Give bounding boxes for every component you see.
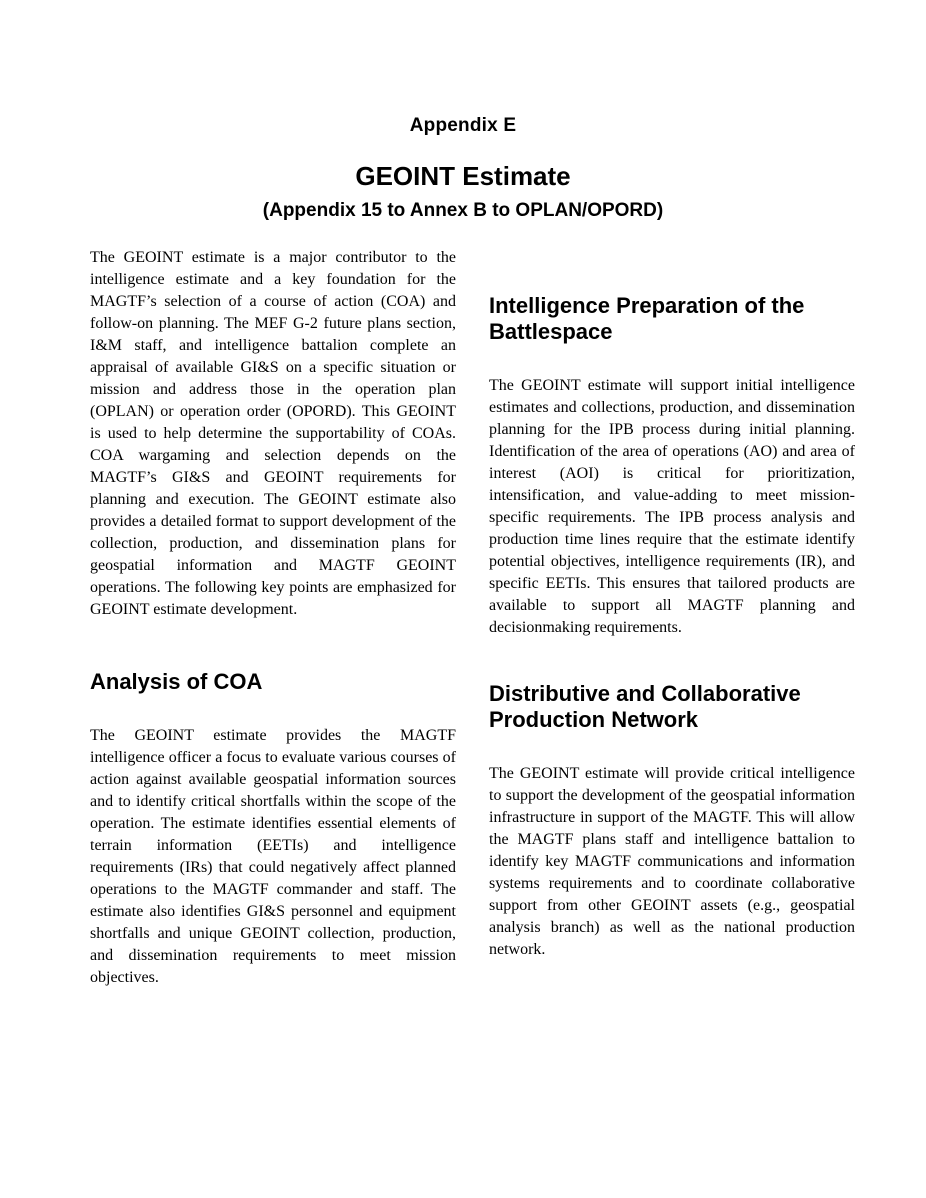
section-heading-ipb: Intelligence Preparation of the Battlespace — [489, 293, 805, 344]
section-heading-analysis-of-coa: Analysis of COA — [90, 669, 263, 694]
section-heading-distributive-production: Distributive and Collaborative Production Network — [489, 681, 801, 732]
ipb-paragraph: The GEOINT estimate will support initial intelligence estimates and collections, production, and dissemination planning for the IPB process during initial planning. Identification of the area of operations (AO) and area of interest (AOI) is critical for prioritization, intensification, and value-adding to meet mission-specific requirements. The IPB process analysis and production time lines require that the estimate identify potential objectives, intelligence requirements (IR), and specific EETIs. This ensures that tailored products are available to support all MAGTF planning and decisionmaking requirements. — [489, 377, 855, 636]
distributive-production-paragraph: The GEOINT estimate will provide critical intelligence to support the development of the geospatial information infrastructure in support of the MAGTF. This will allow the MAGTF plans staff and intelligence battalion to identify key MAGTF communications and information systems requirements and to coordinate collaborative support from other GEOINT assets (e.g., geospatial analysis branch) as well as the national production network. — [489, 765, 855, 958]
right-column — [489, 247, 855, 961]
document-title: GEOINT Estimate — [355, 161, 571, 191]
analysis-of-coa-paragraph: The GEOINT estimate provides the MAGTF intelligence officer a focus to evaluate various courses of action against available geospatial information sources and to identify critical shortfalls within the scope of the operation. The estimate identifies essential elements of terrain information (EETIs) and intelligence requirements (IRs) that could negatively affect planned operations to the MAGTF commander and staff. The estimate also identifies GI&S personnel and equipment shortfalls and unique GEOINT collection, production, and dissemination requirements to meet mission objectives. — [90, 727, 456, 986]
document-subtitle: (Appendix 15 to Annex B to OPLAN/OPORD) — [262, 200, 664, 221]
appendix-label: Appendix E — [409, 115, 517, 136]
left-column — [90, 247, 456, 989]
intro-paragraph: The GEOINT estimate is a major contributor to the intelligence estimate and a key foundation for the MAGTF’s selection of a course of action (COA) and follow-on planning. The MEF G-2 future plans section, I&M staff, and intelligence battalion complete an appraisal of available GI&S on a specific situation or mission and address those in the operation plan (OPLAN) or operation order (OPORD). This GEOINT is used to help determine the supportability of COAs. COA wargaming and selection depends on the MAGTF’s GI&S and GEOINT requirements for planning and execution. The GEOINT estimate also provides a detailed format to support development of the collection, production, and dissemination plans for geospatial information and MAGTF GEOINT operations. The following key points are emphasized for GEOINT estimate development. — [90, 249, 456, 618]
